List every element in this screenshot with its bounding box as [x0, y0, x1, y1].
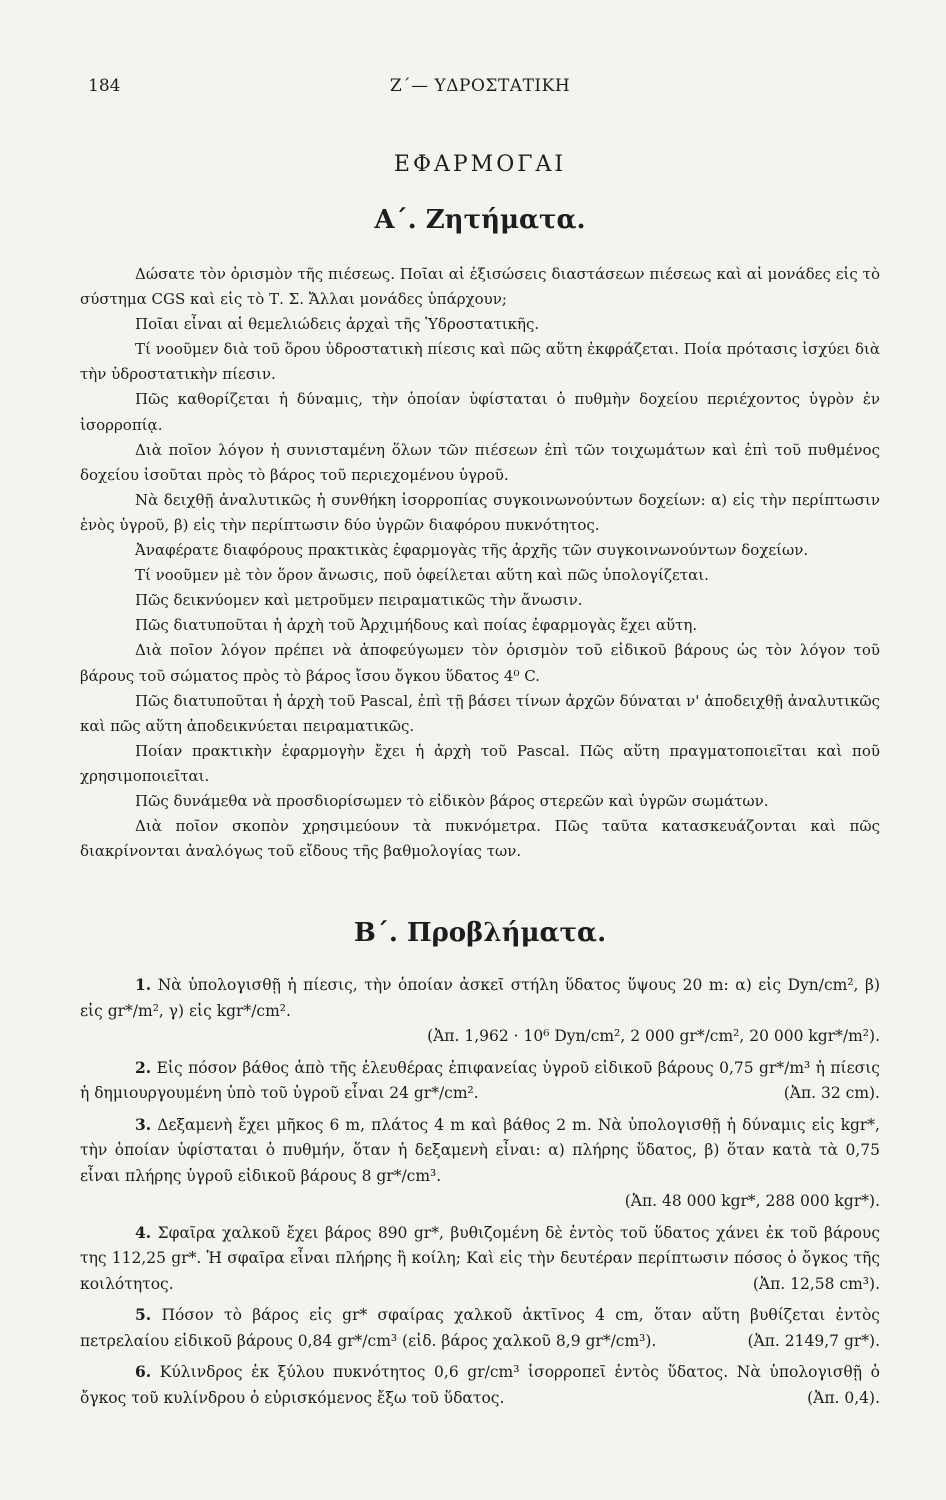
main-title: ΕΦΑΡΜΟΓΑΙ	[393, 152, 567, 177]
question-item: Πῶς δυνάμεθα νὰ προσδιορίσωμεν τὸ εἰδικὸν βάρος στερεῶν καὶ ὑγρῶν σωμάτων.	[135, 791, 769, 810]
problem-number: 5.	[135, 1305, 152, 1324]
problem-text: Σφαῖρα χαλκοῦ ἔχει βάρος 890 gr*, βυθιζομένη δὲ ἐντὸς τοῦ ὕδατος χάνει ἐκ τοῦ βάρους της 112,25 gr*. Ἡ σφαῖρα εἶναι πλήρης ἢ κοίλη; Καὶ εἰς τὴν δευτέραν περίπτωσιν πόσος ὁ ὄγκος τῆς κοιλότητος.	[80, 1223, 881, 1293]
running-title: Ζ΄— ΥΔΡΟΣΤΑΤΙΚΗ	[389, 76, 571, 96]
problems-list	[80, 972, 880, 1416]
question-item: Διὰ ποῖον λόγον ἡ συνισταμένη ὅλων τῶν πιέσεων ἐπὶ τῶν τοιχωμάτων καὶ ἐπὶ τοῦ πυθμένος δοχείου ἰσοῦται πρὸς τὸ βάρος τοῦ περιεχομένου ὑγροῦ.	[80, 440, 880, 484]
problem-number: 4.	[135, 1222, 152, 1242]
question-item: Ποίαν πρακτικὴν ἐφαρμογὴν ἔχει ἡ ἀρχὴ τοῦ Pascal. Πῶς αὕτη πραγματοποιεῖται καὶ ποῦ χρησιμοποιεῖται.	[80, 741, 880, 785]
question-item: Πῶς διατυποῦται ἡ ἀρχὴ τοῦ Pascal, ἐπὶ τῇ βάσει τίνων ἀρχῶν δύναται ν' ἀποδειχθῇ ἀναλυτικῶς καὶ πῶς αὕτη ἀποδεικνύεται πειραματικῶς.	[80, 691, 880, 735]
problem-text: Νὰ ὑπολογισθῇ ἡ πίεσις, τὴν ὁποίαν ἀσκεῖ στήλη ὕδατος ὕψους 20 m: α) εἰς Dyn/cm², β) εἰς gr*/m², γ) εἰς kgr*/cm².	[80, 976, 880, 1020]
section-b-title: Β΄. Προβλήματα.	[353, 918, 607, 948]
question-item: Τί νοοῦμεν διὰ τοῦ ὅρου ὑδροστατικὴ πίεσις καὶ πῶς αὕτη ἐκφράζεται. Ποία πρότασις ἰσχύει διὰ τὴν ὑδροστατικὴν πίεσιν.	[80, 340, 880, 384]
problem-number: 3.	[135, 1114, 152, 1134]
problem-text: Κύλινδρος ἐκ ξύλου πυκνότητος 0,6 gr/cm³ ἰσορροπεῖ ἐντὸς ὕδατος. Νὰ ὑπολογισθῇ ὁ ὄγκος τοῦ κυλίνδρου ὁ εὑρισκόμενος ἔξω τοῦ ὕδατος.	[80, 1363, 880, 1407]
problem-number: 6.	[135, 1362, 152, 1381]
problem-item	[80, 1112, 880, 1215]
problem-number: 2.	[135, 1057, 152, 1077]
question-item: Τί νοοῦμεν μὲ τὸν ὅρον ἄνωσις, ποῦ ὀφείλεται αὕτη καὶ πῶς ὑπολογίζεται.	[135, 566, 709, 585]
problem-item	[80, 1359, 880, 1411]
page-number: 184	[88, 76, 121, 96]
section-a-title: Α΄. Ζητήματα.	[374, 205, 586, 235]
question-item: Δώσατε τὸν ὁρισμὸν τῆς πιέσεως. Ποῖαι αἱ ἐξισώσεις διαστάσεων πιέσεως καὶ αἱ μονάδες εἰς τὸ σύστημα CGS καὶ εἰς τὸ Τ. Σ. Ἄλλαι μονάδες ὑπάρχουν;	[80, 265, 880, 309]
question-item: Ἀναφέρατε διαφόρους πρακτικὰς ἐφαρμογὰς τῆς ἀρχῆς τῶν συγκοινωνούντων δοχείων.	[135, 541, 809, 560]
problem-item	[80, 1220, 880, 1298]
question-item: Διὰ ποῖον λόγον πρέπει νὰ ἀποφεύγωμεν τὸν ὁρισμὸν τοῦ εἰδικοῦ βάρους ὡς τὸν λόγον τοῦ βάρους τοῦ σώματος πρὸς τὸ βάρος ἴσου ὄγκου ὕδατος 4⁰ C.	[80, 641, 880, 685]
question-item: Πῶς διατυποῦται ἡ ἀρχὴ τοῦ Ἀρχιμήδους καὶ ποίας ἐφαρμογὰς ἔχει αὕτη.	[135, 616, 698, 635]
problem-text: Πόσον τὸ βάρος εἰς gr* σφαίρας χαλκοῦ ἀκτῖνος 4 cm, ὅταν αὕτη βυθίζεται ἐντὸς πετρελαίου εἰδικοῦ βάρους 0,84 gr*/cm³ (εἰδ. βάρος χαλκοῦ 8,9 gr*/cm³).	[80, 1306, 880, 1350]
problem-answer: (Ἀπ. 32 cm).	[783, 1084, 880, 1102]
question-item: Πῶς καθορίζεται ἡ δύναμις, τὴν ὁποίαν ὑφίσταται ὁ πυθμὴν δοχείου περιέχοντος ὑγρὸν ἐν ἰσορροπίᾳ.	[80, 390, 880, 434]
questions-list	[80, 262, 880, 864]
problem-item	[80, 1302, 880, 1354]
problem-answer: (Ἀπ. 12,58 cm³).	[752, 1274, 880, 1293]
problem-answer: (Ἀπ. 0,4).	[807, 1388, 880, 1407]
question-item: Νὰ δειχθῇ ἀναλυτικῶς ἡ συνθήκη ἰσορροπίας συγκοινωνούντων δοχείων: α) εἰς τὴν περίπτωσιν ἑνὸς ὑγροῦ, β) εἰς τὴν περίπτωσιν δύο ὑγρῶν διαφόρου πυκνότητος.	[80, 490, 880, 534]
book-page	[80, 0, 880, 1500]
problem-item	[80, 972, 880, 1050]
problem-answer: (Ἀπ. 2149,7 gr*).	[747, 1331, 880, 1350]
problem-item	[80, 1055, 880, 1107]
problem-answer: (Ἀπ. 48 000 kgr*, 288 000 kgr*).	[624, 1192, 880, 1210]
problem-text: Εἰς πόσον βάθος ἀπὸ τῆς ἐλευθέρας ἐπιφανείας ὑγροῦ εἰδικοῦ βάρους 0,75 gr*/m³ ἡ πίεσις ἡ δημιουργουμένη ὑπὸ τοῦ ὑγροῦ εἶναι 24 gr*/cm².	[80, 1058, 880, 1102]
running-head	[80, 76, 880, 100]
problem-answer: (Ἀπ. 1,962 · 10⁶ Dyn/cm², 2 000 gr*/cm², 20 000 kgr*/m²).	[427, 1027, 880, 1045]
question-item: Διὰ ποῖον σκοπὸν χρησιμεύουν τὰ πυκνόμετρα. Πῶς ταῦτα κατασκευάζονται καὶ πῶς διακρίνονται ἀναλόγως τοῦ εἴδους τῆς βαθμολογίας των.	[80, 817, 880, 861]
problem-number: 1.	[135, 975, 152, 994]
question-item: Πῶς δεικνύομεν καὶ μετροῦμεν πειραματικῶς τὴν ἄνωσιν.	[135, 591, 583, 610]
problem-text: Δεξαμενὴ ἔχει μῆκος 6 m, πλάτος 4 m καὶ βάθος 2 m. Νὰ ὑπολογισθῇ ἡ δύναμις εἰς kgr*, τὴν ὁποίαν ὑφίσταται ὁ πυθμήν, ὅταν ἡ δεξαμενὴ εἶναι: α) πλήρης ὕδατος, β) ὅταν κατὰ τὰ 0,75 εἶναι πλήρης ὑγροῦ εἰδικοῦ βάρους 8 gr*/cm³.	[80, 1115, 880, 1185]
question-item: Ποῖαι εἶναι αἱ θεμελιώδεις ἀρχαὶ τῆς Ὑδροστατικῆς.	[135, 315, 540, 334]
